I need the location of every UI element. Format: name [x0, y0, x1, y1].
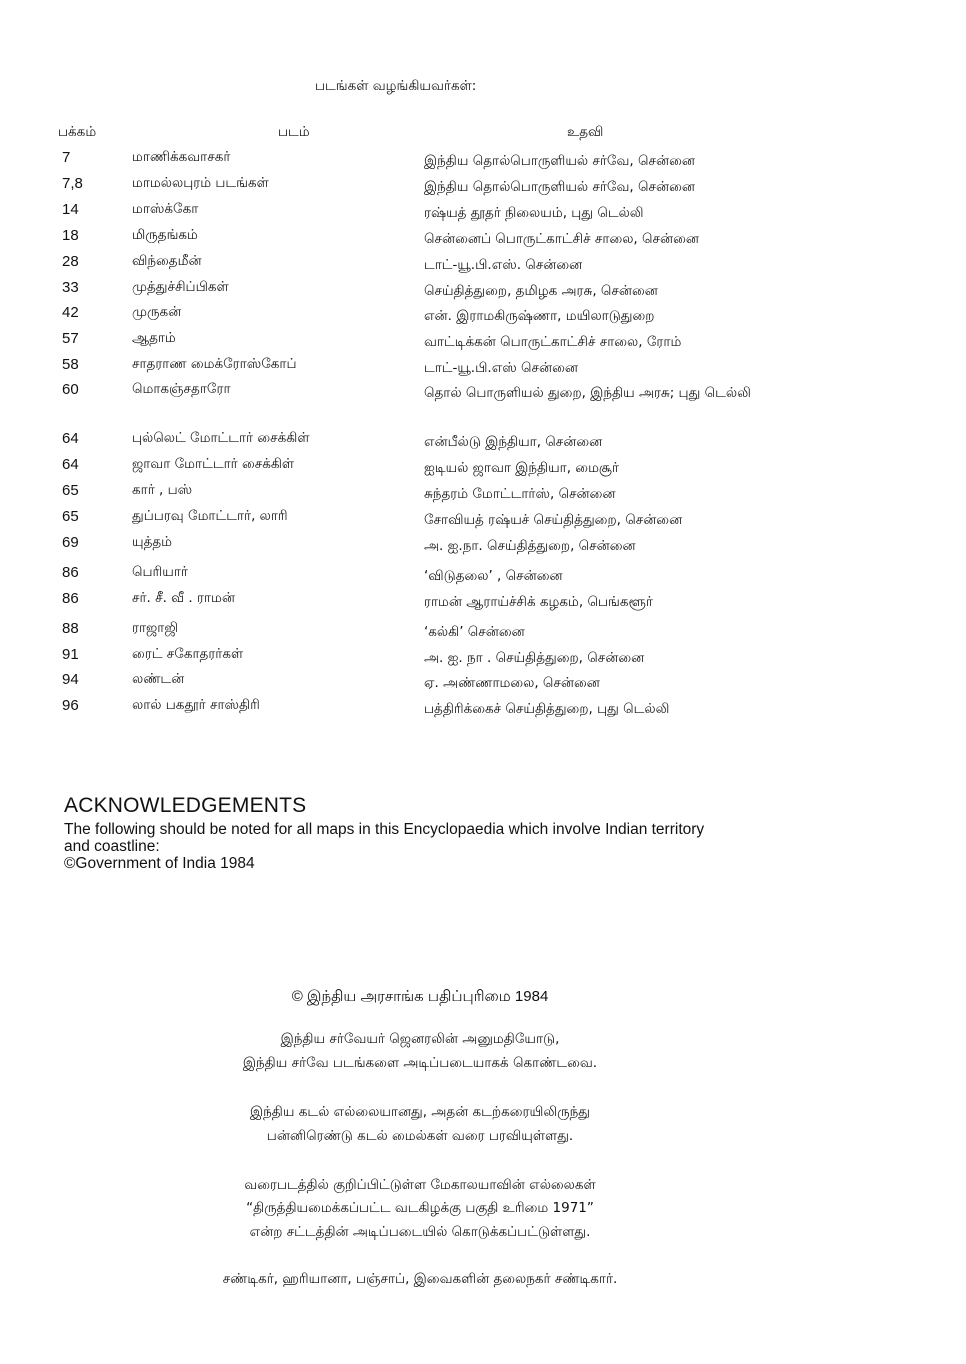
- row-credit: செய்தித்துறை, தமிழக அரசு, சென்னை: [424, 283, 658, 299]
- row-credit: சென்னைப் பொருட்காட்சிச் சாலை, சென்னை: [424, 231, 699, 247]
- row-picture: கார் , பஸ்: [132, 482, 193, 498]
- row-page: 86: [62, 564, 79, 581]
- row-page: 86: [62, 590, 79, 607]
- row-page: 7,8: [62, 175, 83, 192]
- row-picture: லால் பகதூர் சாஸ்திரி: [132, 697, 260, 713]
- row-page: 65: [62, 508, 79, 525]
- row-picture: மாமல்லபுரம் படங்கள்: [132, 175, 269, 191]
- row-page: 28: [62, 253, 79, 270]
- row-picture: மாணிக்கவாசகர்: [132, 149, 231, 165]
- row-credit: ராமன் ஆராய்ச்சிக் கழகம், பெங்களூர்: [424, 594, 653, 610]
- acknowledgements-line: The following should be noted for all maps in this Encyclopaedia which involve Indian territory: [64, 821, 705, 838]
- row-picture: மிருதங்கம்: [132, 227, 198, 243]
- row-page: 14: [62, 201, 79, 218]
- row-picture: ஜாவா மோட்டார் சைக்கிள்: [132, 456, 295, 472]
- row-page: 7: [62, 149, 71, 166]
- row-credit: என்பீல்டு இந்தியா, சென்னை: [424, 434, 603, 450]
- row-page: 42: [62, 304, 79, 321]
- row-page: 65: [62, 482, 79, 499]
- row-credit: சோவியத் ரஷ்யச் செய்தித்துறை, சென்னை: [424, 512, 683, 528]
- row-page: 94: [62, 671, 79, 688]
- meghalaya-note-line: வரைபடத்தில் குறிப்பிட்டுள்ள மேகாலயாவின் எல்லைகள்: [244, 1177, 596, 1193]
- row-credit: இந்திய தொல்பொருளியல் சர்வே, சென்னை: [424, 153, 695, 169]
- row-credit: ‘கல்கி’ சென்னை: [424, 624, 525, 640]
- row-credit: டாட்-யூ.பி.எஸ். சென்னை: [424, 257, 583, 273]
- row-picture: மாஸ்க்கோ: [132, 201, 199, 217]
- row-credit: பத்திரிக்கைச் செய்தித்துறை, புது டெல்லி: [424, 701, 670, 717]
- row-page: 91: [62, 646, 79, 663]
- row-picture: யுத்தம்: [132, 534, 173, 550]
- row-picture: பெரியார்: [132, 564, 188, 580]
- row-page: 60: [62, 381, 79, 398]
- sea-boundary-note-line: பன்னிரெண்டு கடல் மைல்கள் வரை பரவியுள்ளது.: [266, 1128, 574, 1144]
- meghalaya-note-line: “திருத்தியமைக்கப்பட்ட வடகிழக்கு பகுதி உரிமை 1971”: [246, 1200, 594, 1216]
- row-picture: ரைட் சகோதரர்கள்: [132, 646, 244, 662]
- row-page: 18: [62, 227, 79, 244]
- copyright-notice: © இந்திய அரசாங்க பதிப்புரிமை 1984: [291, 988, 549, 1005]
- sea-boundary-note-line: இந்திய கடல் எல்லையானது, அதன் கடற்கரையிலிருந்து: [250, 1104, 590, 1120]
- row-credit: ஐடியல் ஜாவா இந்தியா, மைசூர்: [424, 460, 619, 476]
- row-picture: சர். சீ. வீ . ராமன்: [132, 590, 235, 606]
- row-credit: அ. ஐ.நா. செய்தித்துறை, சென்னை: [424, 538, 636, 554]
- chandigarh-note: சண்டிகர், ஹரியானா, பஞ்சாப், இவைகளின் தலைநகர் சண்டிகார்.: [222, 1271, 618, 1287]
- row-picture: ராஜாஜி: [132, 620, 179, 636]
- row-credit: ‘விடுதலை’ , சென்னை: [424, 568, 563, 584]
- row-page: 64: [62, 430, 79, 447]
- meghalaya-note-line: என்ற சட்டத்தின் அடிப்படையில் கொடுக்கப்பட்டுள்ளது.: [249, 1224, 591, 1240]
- row-credit: சுந்தரம் மோட்டார்ஸ், சென்னை: [424, 486, 616, 502]
- column-header-picture: படம்: [278, 124, 310, 140]
- row-picture: சாதராண மைக்ரோஸ்கோப்: [132, 356, 297, 372]
- row-picture: முத்துச்சிப்பிகள்: [132, 279, 229, 295]
- row-picture: புல்லெட் மோட்டார் சைக்கிள்: [132, 430, 310, 446]
- page-heading: படங்கள் வழங்கியவர்கள்:: [315, 78, 477, 94]
- row-picture: துப்பரவு மோட்டார், லாரி: [132, 508, 288, 524]
- row-page: 96: [62, 697, 79, 714]
- row-credit: என். இராமகிருஷ்ணா, மயிலாடுதுறை: [424, 308, 655, 324]
- row-picture: முருகன்: [132, 304, 182, 320]
- column-header-page: பக்கம்: [58, 124, 97, 140]
- row-credit: டாட்-யூ.பி.எஸ் சென்னை: [424, 360, 578, 376]
- row-credit: அ. ஐ. நா . செய்தித்துறை, சென்னை: [424, 650, 645, 666]
- row-page: 69: [62, 534, 79, 551]
- row-picture: ஆதாம்: [132, 330, 176, 346]
- row-page: 33: [62, 279, 79, 296]
- acknowledgements-title: ACKNOWLEDGEMENTS: [64, 794, 307, 817]
- row-picture: விந்தைமீன்: [132, 253, 202, 269]
- permission-note-line: இந்திய சர்வேயர் ஜெனரலின் அனுமதியோடு,: [280, 1031, 560, 1047]
- row-picture: லண்டன்: [132, 671, 185, 687]
- row-credit: ஏ. அண்ணாமலை, சென்னை: [424, 675, 600, 691]
- row-credit: வாட்டிக்கன் பொருட்காட்சிச் சாலை, ரோம்: [424, 334, 682, 350]
- row-picture: மொகஞ்சதாரோ: [132, 381, 231, 397]
- row-page: 64: [62, 456, 79, 473]
- permission-note-line: இந்திய சர்வே படங்களை அடிப்படையாகக் கொண்டவை.: [242, 1055, 598, 1071]
- acknowledgements-copyright: ©Government of India 1984: [64, 855, 255, 872]
- column-header-credit: உதவி: [567, 124, 604, 140]
- row-credit: இந்திய தொல்பொருளியல் சர்வே, சென்னை: [424, 179, 695, 195]
- row-page: 57: [62, 330, 79, 347]
- row-page: 88: [62, 620, 79, 637]
- row-credit: தொல் பொருளியல் துறை, இந்திய அரசு; புது டெல்லி: [424, 385, 751, 401]
- acknowledgements-line: and coastline:: [64, 838, 160, 855]
- acknowledgements: [64, 794, 864, 872]
- row-credit: ரஷ்யத் தூதர் நிலையம், புது டெல்லி: [424, 205, 644, 221]
- row-page: 58: [62, 356, 79, 373]
